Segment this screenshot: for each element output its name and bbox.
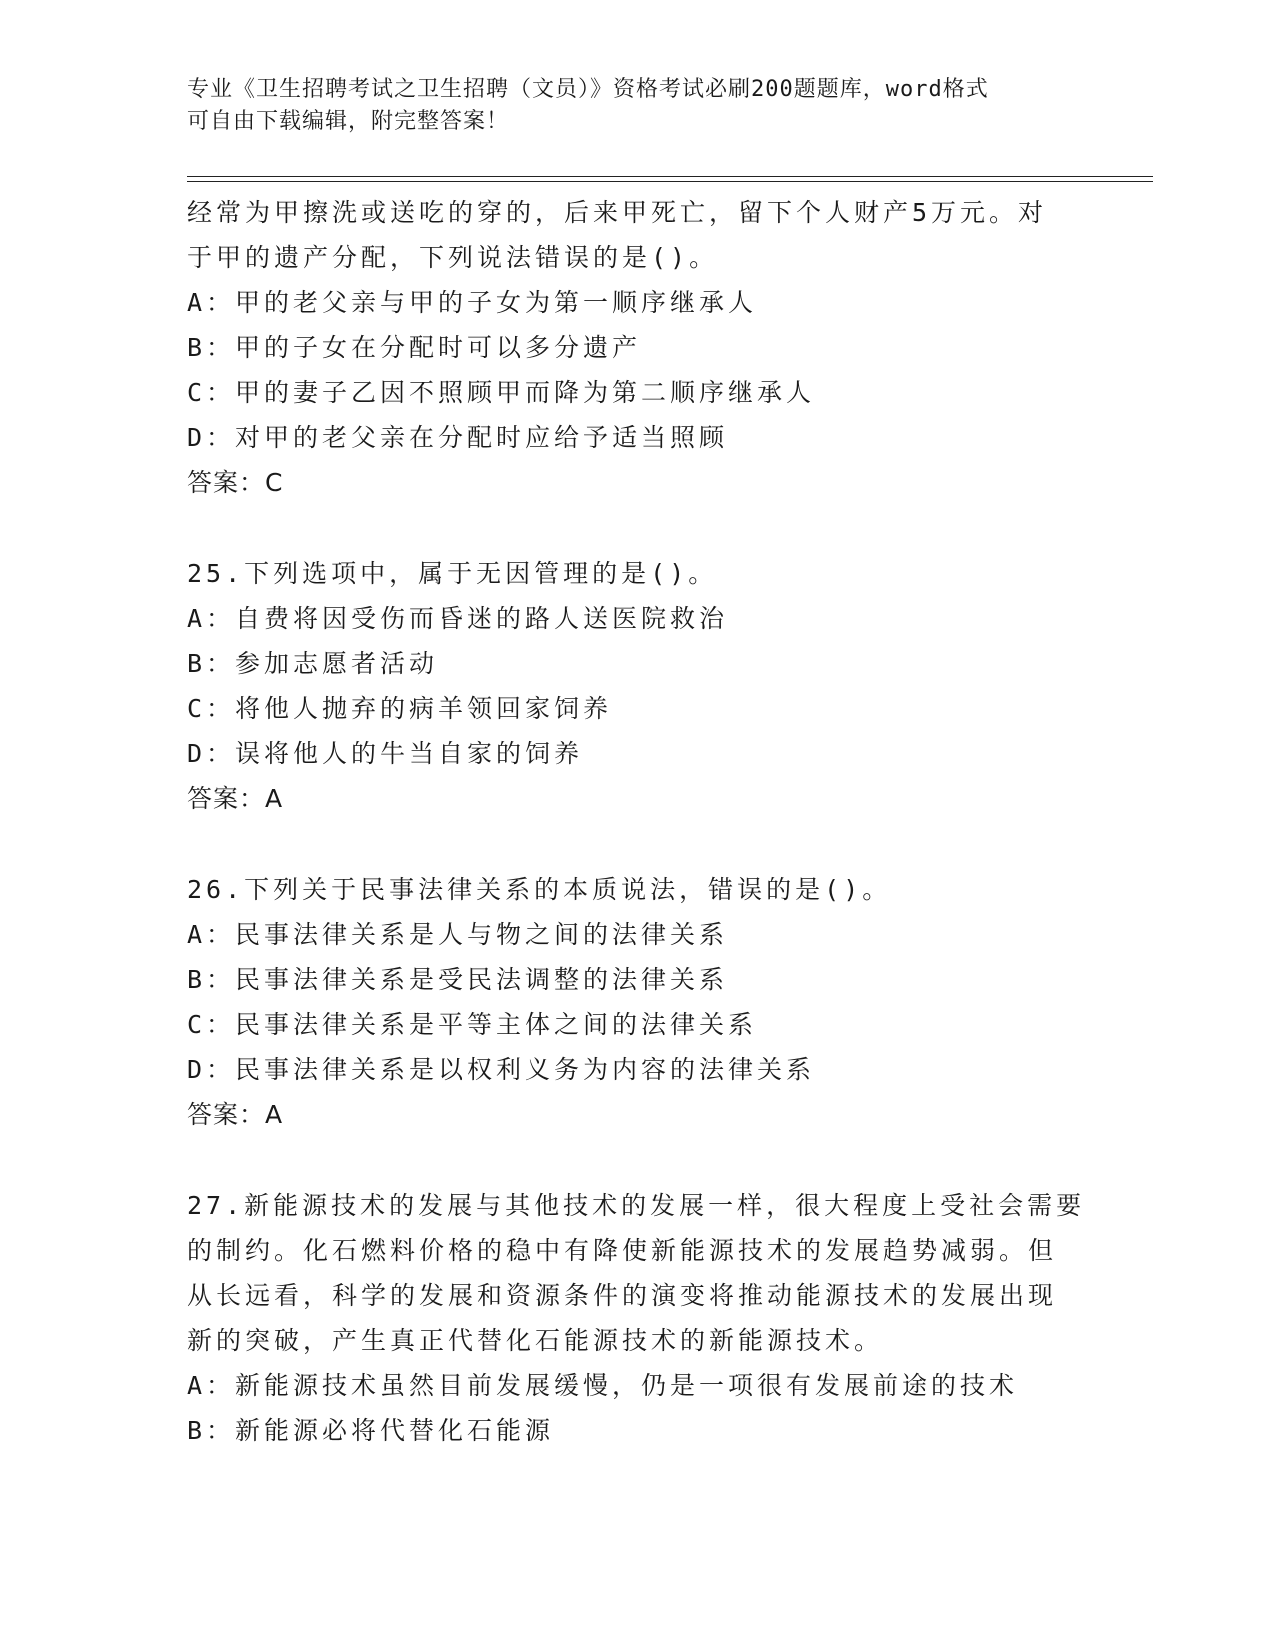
option-b: B：甲的子女在分配时可以多分遗产 — [187, 333, 642, 362]
question-stem-line: 27.新能源技术的发展与其他技术的发展一样，很大程度上受社会需要 — [187, 1191, 1086, 1220]
header-divider — [187, 176, 1153, 182]
option-a: A：新能源技术虽然目前发展缓慢，仍是一项很有发展前途的技术 — [187, 1371, 1019, 1400]
option-c: C：将他人抛弃的病羊领回家饲养 — [187, 694, 613, 723]
question-stem-line: 25.下列选项中，属于无因管理的是()。 — [187, 559, 718, 588]
option-b: B：民事法律关系是受民法调整的法律关系 — [187, 965, 729, 994]
spacer — [187, 821, 1087, 867]
question-25 — [187, 551, 1087, 821]
question-stem-line: 于甲的遗产分配，下列说法错误的是()。 — [187, 243, 719, 272]
question-stem-line: 的制约。化石燃料价格的稳中有降使新能源技术的发展趋势减弱。但 — [187, 1236, 1058, 1265]
question-24 — [187, 190, 1087, 505]
question-stem-line: 26.下列关于民事法律关系的本质说法，错误的是()。 — [187, 875, 892, 904]
spacer — [187, 1137, 1087, 1183]
option-d: D：对甲的老父亲在分配时应给予适当照顾 — [187, 423, 729, 452]
option-a: A：甲的老父亲与甲的子女为第一顺序继承人 — [187, 288, 758, 317]
question-27 — [187, 1183, 1087, 1453]
question-stem-line: 经常为甲擦洗或送吃的穿的，后来甲死亡，留下个人财产5万元。对 — [187, 198, 1048, 227]
option-a: A：民事法律关系是人与物之间的法律关系 — [187, 920, 729, 949]
document-header — [187, 74, 1087, 138]
option-d: D：误将他人的牛当自家的饲养 — [187, 739, 584, 768]
option-b: B：参加志愿者活动 — [187, 649, 439, 678]
spacer — [187, 505, 1087, 551]
answer-line: 答案：C — [187, 468, 284, 497]
answer-line: 答案：A — [187, 784, 284, 813]
option-d: D：民事法律关系是以权利义务为内容的法律关系 — [187, 1055, 816, 1084]
question-26 — [187, 867, 1087, 1137]
option-a: A：自费将因受伤而昏迷的路人送医院救治 — [187, 604, 729, 633]
question-list — [187, 190, 1087, 1453]
question-stem-line: 从长远看，科学的发展和资源条件的演变将推动能源技术的发展出现 — [187, 1281, 1058, 1310]
answer-line: 答案：A — [187, 1100, 284, 1129]
option-c: C：民事法律关系是平等主体之间的法律关系 — [187, 1010, 758, 1039]
option-b: B：新能源必将代替化石能源 — [187, 1416, 555, 1445]
header-line-2: 可自由下载编辑，附完整答案！ — [187, 109, 510, 134]
question-stem-line: 新的突破，产生真正代替化石能源技术的新能源技术。 — [187, 1326, 884, 1355]
option-c: C：甲的妻子乙因不照顾甲而降为第二顺序继承人 — [187, 378, 816, 407]
header-line-1: 专业《卫生招聘考试之卫生招聘（文员）》资格考试必刷200题题库，word格式 — [187, 77, 989, 102]
